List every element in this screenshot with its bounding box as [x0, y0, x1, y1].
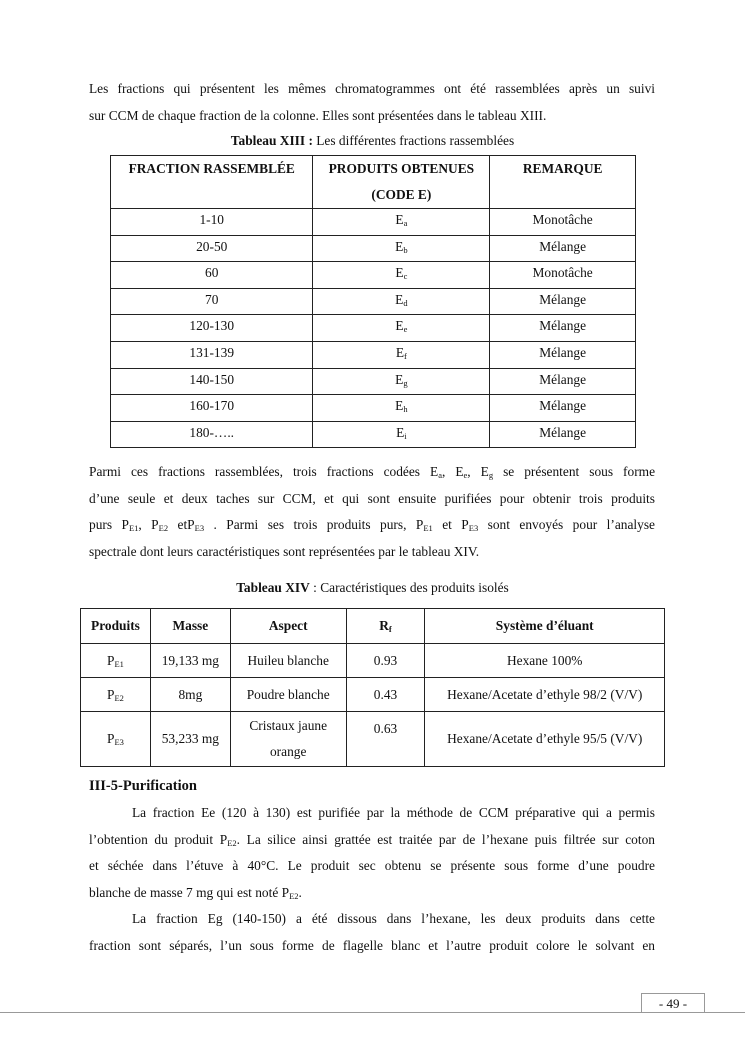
middle-line-1	[89, 459, 655, 486]
cell-code-text: E	[395, 318, 404, 334]
sub: h	[403, 404, 408, 415]
section-p2-line-2: fraction sont séparés, l’un sous forme de flagelle blanc et l’autre produit colore le solvant en	[89, 937, 655, 953]
header-rf-text: R	[379, 618, 389, 633]
fractions-table	[110, 155, 636, 448]
middle-paragraph	[89, 459, 655, 565]
header-fraction: FRACTION RASSEMBLÉE	[111, 156, 313, 209]
table-row	[81, 678, 665, 712]
sub: a	[438, 470, 442, 480]
cell-produit	[81, 644, 151, 678]
middle-line-2: d’une seule et deux taches sur CCM, et qui sont ensuite purifiées pour obtenir trois produits	[89, 490, 655, 506]
table-header-row	[111, 156, 636, 209]
sub: c	[403, 271, 408, 282]
section-paragraph	[89, 800, 655, 959]
middle-line-1-text: Parmi ces fractions rassemblées, trois fractions codées E	[89, 464, 439, 479]
cell-fraction: 70	[111, 288, 313, 315]
cell-code-text: E	[395, 371, 404, 387]
cell-code	[313, 341, 490, 368]
cell-code	[313, 395, 490, 422]
header-aspect: Aspect	[230, 609, 346, 644]
sub: d	[403, 297, 408, 308]
sub: E2	[158, 523, 169, 533]
cell-code	[313, 288, 490, 315]
section-text: blanche de masse 7 mg qui est noté P	[89, 884, 290, 900]
header-rf	[346, 609, 425, 644]
cell-remarque: Mélange	[490, 315, 636, 342]
sub: i	[404, 430, 407, 441]
sub: E2	[227, 837, 237, 848]
intro-line-2: sur CCM de chaque fraction de la colonne. Elles sont présentées dans le tableau XIII.	[89, 107, 547, 123]
cell-remarque: Mélange	[490, 421, 636, 448]
middle-line-1-text: se présentent sous forme	[493, 464, 656, 479]
cell-aspect: Poudre blanche	[230, 678, 346, 712]
middle-line-3-text: purs P	[89, 517, 129, 532]
sub: E2	[114, 692, 124, 703]
cell-aspect-line: Cristaux jaune	[249, 718, 328, 733]
middle-line-3	[89, 512, 655, 539]
header-produits-text: PRODUITS OBTENUES (CODE E)	[328, 161, 475, 202]
intro-line-1: Les fractions qui présentent les mêmes chromatogrammes ont été rassemblées après un suivi	[89, 81, 655, 96]
section-p1-line-4	[89, 880, 655, 907]
table-row	[111, 368, 636, 395]
sub: a	[403, 218, 408, 228]
header-eluant: Système d’éluant	[425, 609, 665, 644]
cell-code-text: E	[395, 238, 404, 254]
cell-rf: 0.93	[346, 644, 425, 678]
sub: E3	[194, 523, 205, 533]
table-row	[81, 712, 665, 767]
cell-code	[313, 421, 490, 448]
sub: e	[403, 324, 408, 335]
sub: E3	[114, 737, 124, 747]
cell-code	[313, 262, 490, 289]
middle-line-3-text: . Parmi ses trois produits purs, P	[204, 517, 424, 532]
sub: E1	[423, 523, 433, 533]
cell-masse: 19,133 mg	[150, 644, 230, 678]
page-number: - 49 -	[641, 993, 705, 1013]
table-row	[111, 421, 636, 448]
middle-line-1-text: , E	[441, 464, 464, 479]
sub: E3	[468, 523, 479, 533]
cell-code-text: E	[395, 212, 404, 227]
middle-line-3-text: , P	[138, 517, 159, 532]
sub: f	[388, 624, 392, 634]
table-row	[111, 288, 636, 315]
cell-fraction: 131-139	[111, 341, 313, 368]
cell-produit	[81, 678, 151, 712]
section-p1-line-2	[89, 827, 655, 854]
cell-rf: 0.43	[346, 678, 425, 712]
header-produits	[313, 156, 490, 209]
table14-caption	[0, 579, 745, 597]
table-row	[111, 395, 636, 422]
middle-line-1-text: , E	[467, 464, 489, 479]
section-p2-line-1: La fraction Eg (140-150) a été dissous dans l’hexane, les deux produits dans cette	[132, 911, 655, 926]
cell-fraction: 20-50	[111, 235, 313, 262]
middle-line-3-text: etP	[168, 517, 195, 532]
cell-produit-text: P	[107, 686, 115, 702]
sub: g	[403, 377, 408, 388]
cell-code-text: E	[395, 291, 404, 307]
cell-eluant: Hexane 100%	[425, 644, 665, 678]
cell-fraction: 120-130	[111, 315, 313, 342]
intro-paragraph	[89, 76, 655, 129]
cell-eluant: Hexane/Acetate d’ethyle 98/2 (V/V)	[425, 678, 665, 712]
cell-code	[313, 368, 490, 395]
table13-caption-label: Tableau XIII :	[230, 133, 313, 148]
cell-fraction: 140-150	[111, 368, 313, 395]
middle-line-4: spectrale dont leurs caractéristiques sont représentées par le tableau XIV.	[89, 543, 480, 559]
cell-code-text: E	[395, 344, 405, 360]
sub: E1	[128, 523, 139, 533]
cell-eluant: Hexane/Acetate d’ethyle 95/5 (V/V)	[425, 712, 665, 767]
sub: E1	[114, 658, 124, 669]
section-text: . La silice ainsi grattée est traitée par de l’hexane puis filtrée sur coton	[236, 831, 655, 847]
sub: E2	[289, 890, 299, 901]
cell-remarque: Monotâche	[490, 262, 636, 289]
sub: b	[403, 244, 408, 255]
sub: f	[404, 350, 407, 361]
sub: e	[463, 470, 468, 480]
cell-code	[313, 209, 490, 236]
cell-produit-text: P	[107, 731, 115, 746]
table-row	[81, 644, 665, 678]
cell-remarque: Mélange	[490, 341, 636, 368]
cell-code-text: E	[395, 265, 404, 281]
cell-code	[313, 315, 490, 342]
table13-caption-text: Les différentes fractions rassemblées	[312, 133, 515, 148]
cell-produit-text: P	[107, 652, 115, 668]
cell-produit	[81, 712, 151, 767]
middle-line-3-text: sont envoyés pour l’analyse	[478, 517, 655, 532]
table-header-row	[81, 609, 665, 644]
cell-remarque: Mélange	[490, 395, 636, 422]
cell-remarque: Mélange	[490, 235, 636, 262]
middle-line-3-text: et P	[432, 517, 469, 532]
cell-aspect	[230, 712, 346, 767]
cell-fraction: 160-170	[111, 395, 313, 422]
cell-fraction: 60	[111, 262, 313, 289]
section-p1-line-1: La fraction Ee (120 à 130) est purifiée par la méthode de CCM préparative qui a permis	[132, 805, 655, 820]
header-remarque: REMARQUE	[490, 156, 636, 209]
cell-code	[313, 235, 490, 262]
cell-rf: 0.63	[346, 712, 425, 767]
table-row	[111, 209, 636, 236]
cell-fraction: 180-…..	[111, 421, 313, 448]
table13-caption	[0, 132, 745, 150]
table-row	[111, 315, 636, 342]
table-row	[111, 341, 636, 368]
table-row	[111, 235, 636, 262]
cell-code-text: E	[395, 398, 404, 414]
header-produits: Produits	[81, 609, 151, 644]
section-text: l’obtention du produit P	[89, 831, 228, 847]
cell-aspect-line: orange	[269, 744, 307, 759]
cell-masse: 8mg	[150, 678, 230, 712]
footer-divider	[0, 1012, 745, 1013]
cell-remarque: Monotâche	[490, 209, 636, 236]
cell-masse: 53,233 mg	[150, 712, 230, 767]
table-row	[111, 262, 636, 289]
cell-code-text: E	[396, 424, 405, 440]
table14-caption-label: Tableau XIV	[236, 580, 310, 595]
table14-caption-text: : Caractéristiques des produits isolés	[309, 580, 509, 595]
cell-remarque: Mélange	[490, 288, 636, 315]
section-p1-line-3: et séchée dans l’étuve à 40°C. Le produit sec obtenu se présente sous forme d’une poudre	[89, 858, 655, 873]
cell-fraction: 1-10	[111, 209, 313, 236]
section-heading: III-5-Purification	[89, 778, 197, 794]
header-masse: Masse	[150, 609, 230, 644]
sub: g	[488, 470, 494, 480]
section-text: .	[298, 884, 302, 900]
products-table	[80, 608, 665, 767]
cell-remarque: Mélange	[490, 368, 636, 395]
cell-aspect: Huileu blanche	[230, 644, 346, 678]
